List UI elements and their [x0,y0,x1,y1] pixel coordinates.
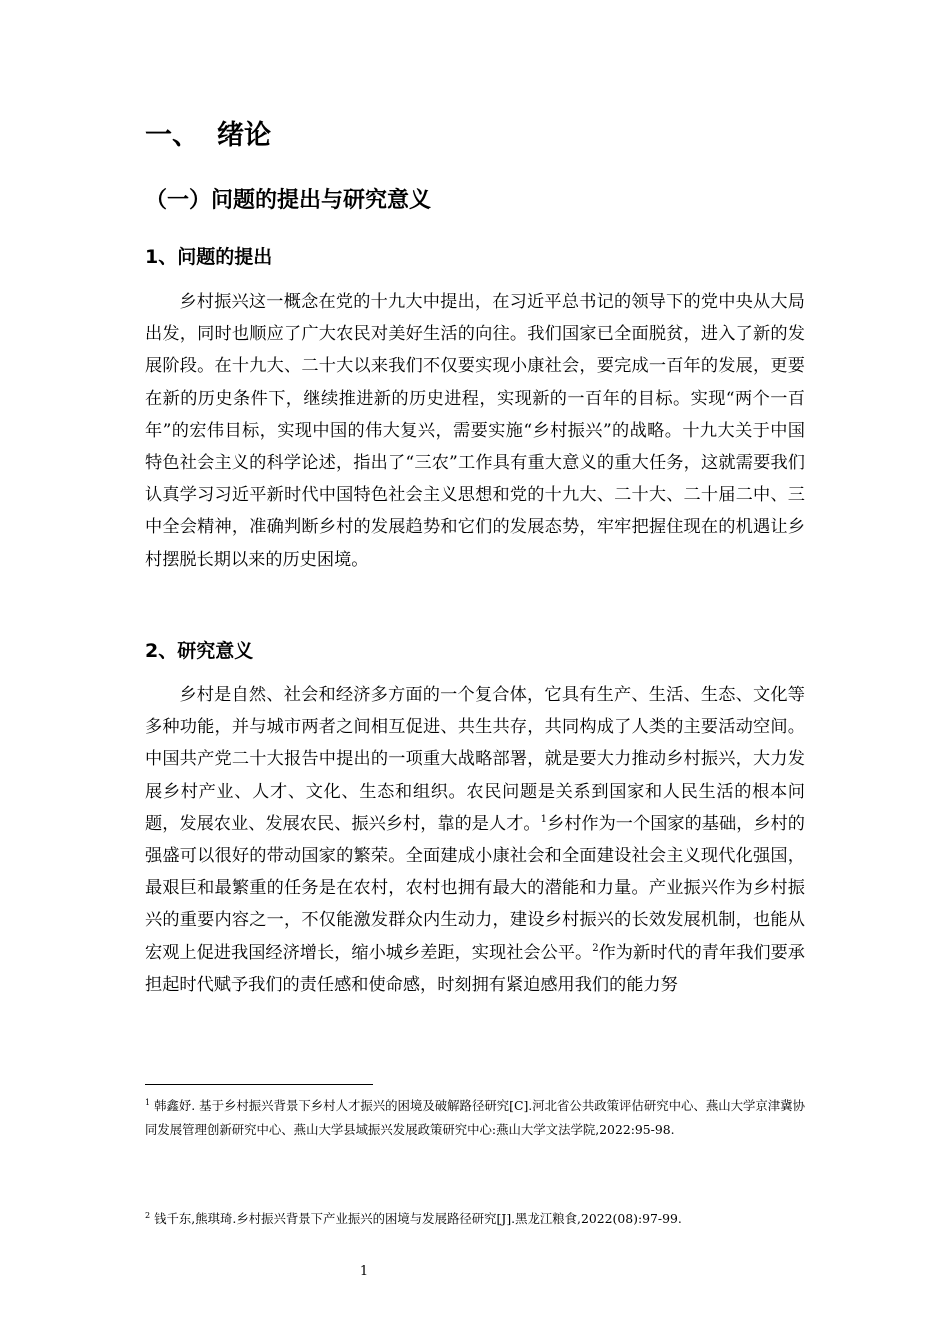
chapter-number: 一、 [145,120,199,151]
subsection-heading-significance: 2、研究意义 [145,640,254,662]
chapter-heading [145,116,271,156]
footnote-2 [145,1207,805,1231]
paragraph-text-part1: 乡村是自然、社会和经济多方面的一个复合体，它具有生产、生活、生态、文化等多种功能，并与城市两者之间相互促进、共生共存，共同构成了人类的主要活动空间。中国共产党二十大报告中提出的一项重大战略部署，就是要大力推动乡村振兴，大力发展乡村产业、人才、文化、生态和组织。农民问题是关系到国家和人民生活的根本问题，发展农业、发展农民、振兴乡村，靠的是人才。 [145,685,805,834]
footnote-1-mark: 1 [145,1098,151,1107]
chapter-title: 绪论 [217,120,271,151]
footnote-divider [145,1084,373,1085]
paragraph-text-part3: 作为新时代的青年我们要承担起时代赋予我们的责任感和使命感，时刻拥有紧迫感用我们的能力努 [145,942,805,995]
subsection-heading-problem: 1、问题的提出 [145,246,273,268]
footnote-2-mark: 2 [145,1211,151,1220]
paragraph-text-part2: 乡村作为一个国家的基础，乡村的强盛可以很好的带动国家的繁荣。全面建成小康社会和全面建设社会主义现代化强国，最艰巨和最繁重的任务是在农村，农村也拥有最大的潜能和力量。产业振兴作为乡村振兴的重要内容之一，不仅能激发群众内生动力，建设乡村振兴的长效发展机制，也能从宏观上促进我国经济增长，缩小城乡差距，实现社会公平。 [145,813,805,963]
paragraph-research-significance [145,679,805,1001]
footnote-ref-1[interactable]: 1 [540,813,547,825]
footnote-ref-2[interactable]: 2 [592,942,599,954]
paragraph-problem-statement: 乡村振兴这一概念在党的十九大中提出，在习近平总书记的领导下的党中央从大局出发，同时也顺应了广大农民对美好生活的向往。我们国家已全面脱贫，进入了新的发展阶段。在十九大、二十大以来我们不仅要实现小康社会，要完成一百年的发展，更要在新的历史条件下，继续推进新的历史进程，实现新的一百年的目标。实现“两个一百年”的宏伟目标，实现中国的伟大复兴，需要实施“乡村振兴”的战略。十九大关于中国特色社会主义的科学论述，指出了“三农”工作具有重大意义的重大任务，这就需要我们认真学习习近平新时代中国特色社会主义思想和党的十九大、二十大、二十届二中、三中全会精神，准确判断乡村的发展趋势和它们的发展态势，牢牢把握住现在的机遇让乡村摆脱长期以来的历史困境。 [145,292,805,570]
page-number: 1 [359,1264,369,1279]
section-heading: （一）问题的提出与研究意义 [145,188,432,213]
footnote-1 [145,1094,805,1142]
footnote-1-text: 韩鑫妤. 基于乡村振兴背景下乡村人才振兴的困境及破解路径研究[C].河北省公共政策评估研究中心、燕山大学京津冀协同发展管理创新研究中心、燕山大学县域振兴发展政策研究中心:燕山大学文法学院,2022:95-98. [145,1098,805,1137]
footnote-2-text: 钱千东,熊琪琦.乡村振兴背景下产业振兴的困境与发展路径研究[J].黑龙江粮食,2022(08):97-99. [154,1211,682,1226]
